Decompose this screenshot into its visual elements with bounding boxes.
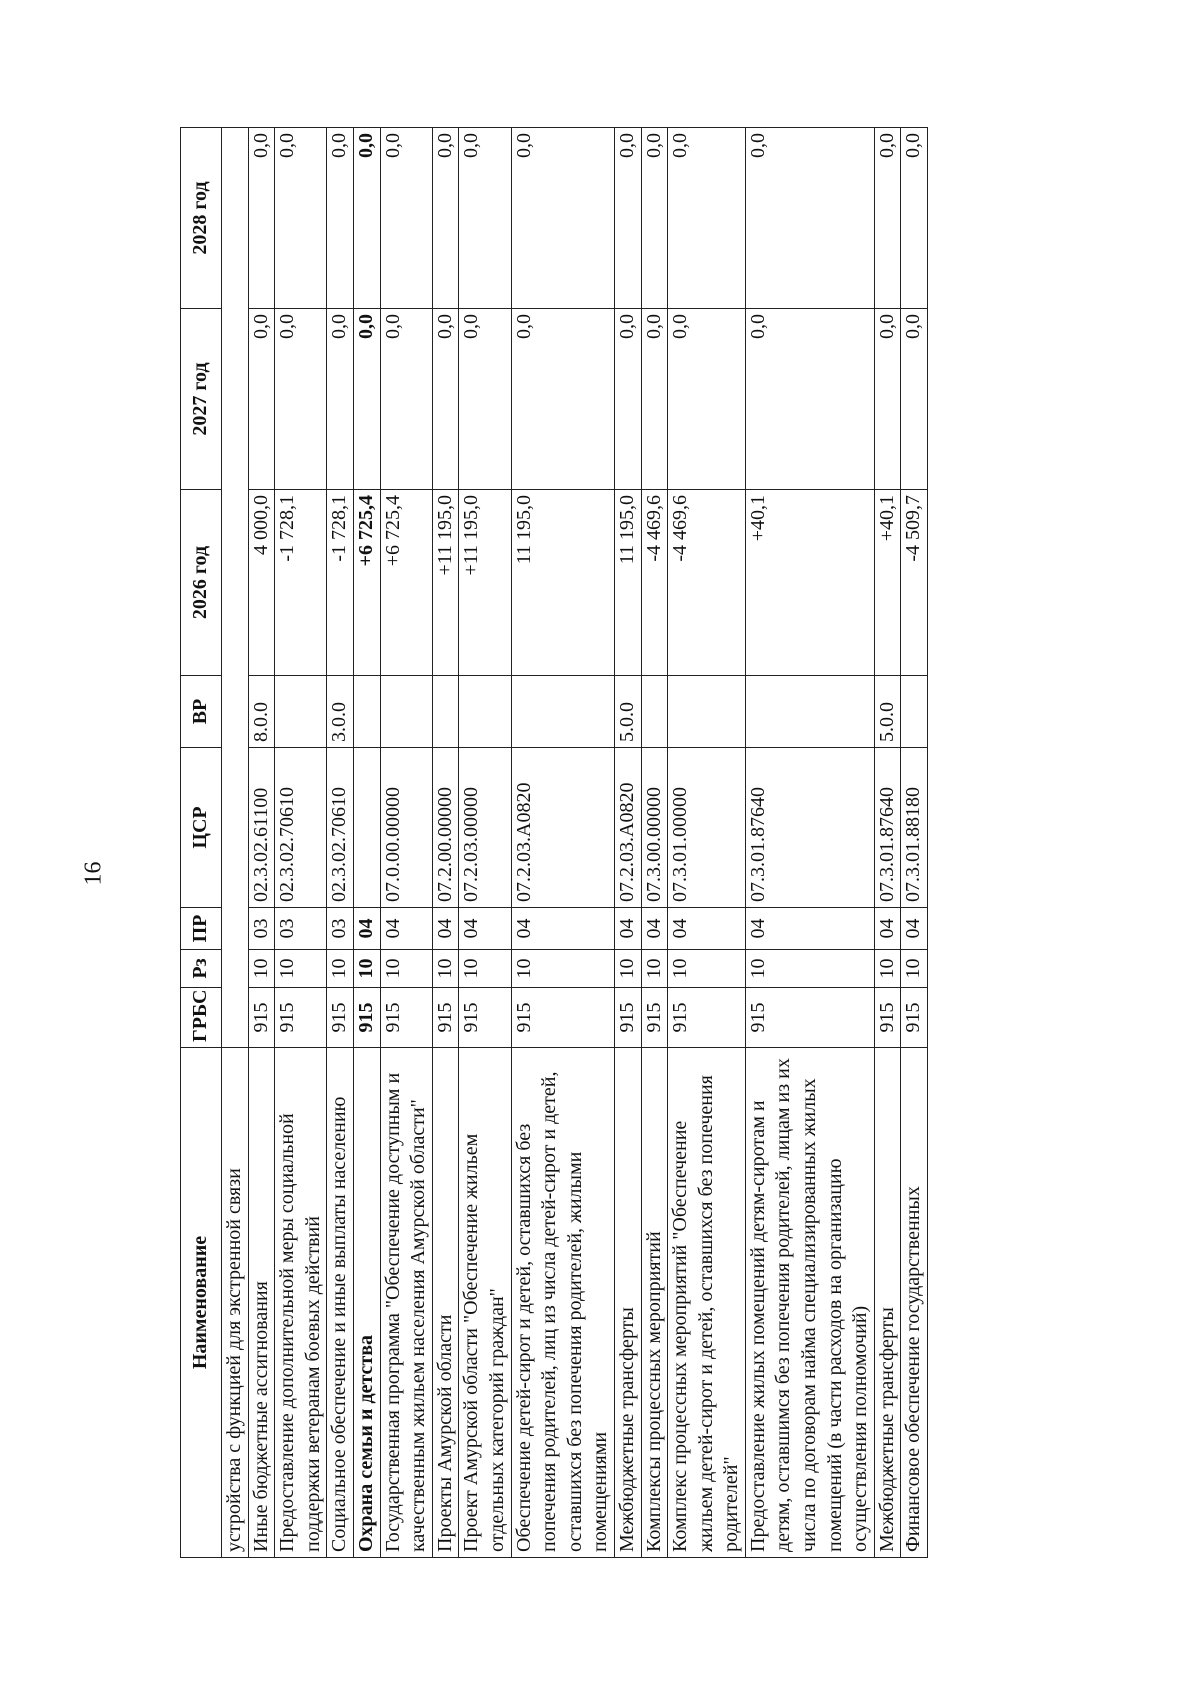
cell-csr: 07.0.00.00000 xyxy=(380,748,432,908)
cell-2028: 0,0 xyxy=(459,128,511,309)
cell-2027: 0,0 xyxy=(641,309,668,490)
cell-2028: 0,0 xyxy=(745,128,874,309)
table-row xyxy=(327,128,354,1558)
cell-grbs: 915 xyxy=(327,988,354,1048)
cell-pr: 03 xyxy=(275,908,327,950)
cell-grbs: 915 xyxy=(432,988,459,1048)
cell-2026: +6 725,4 xyxy=(380,490,432,676)
cell-rz: 10 xyxy=(327,950,354,988)
cell-2027: 0,0 xyxy=(380,309,432,490)
cell-pr: 04 xyxy=(511,908,614,950)
cell-2026: +40,1 xyxy=(745,490,874,676)
cell-rz: 10 xyxy=(432,950,459,988)
cell-2026: -4 469,6 xyxy=(668,490,746,676)
table-row xyxy=(641,128,668,1558)
cell-pr: 04 xyxy=(641,908,668,950)
header-pr: ПР xyxy=(181,908,222,950)
cell-pr: 04 xyxy=(668,908,746,950)
cell-2028: 0,0 xyxy=(248,128,275,309)
cell-vr xyxy=(745,676,874,748)
cell-2028: 0,0 xyxy=(668,128,746,309)
cell-vr xyxy=(641,676,668,748)
cell-grbs: 915 xyxy=(275,988,327,1048)
cell-vr xyxy=(459,676,511,748)
cell-name: Межбюджетные трансферты xyxy=(614,1048,641,1558)
cell-grbs: 915 xyxy=(901,988,928,1048)
cell-grbs: 915 xyxy=(668,988,746,1048)
cell-csr: 07.2.00.00000 xyxy=(432,748,459,908)
header-csr: ЦСР xyxy=(181,748,222,908)
cell-name: Охрана семьи и детства xyxy=(353,1048,380,1558)
cell-name: Государственная программа "Обеспечение доступным и качественным жильем населения Амурской области" xyxy=(380,1048,432,1558)
cell-vr xyxy=(511,676,614,748)
cell-pr: 04 xyxy=(353,908,380,950)
table-row xyxy=(511,128,614,1558)
cell-csr: 07.2.03.A0820 xyxy=(614,748,641,908)
cell-2026: 4 000,0 xyxy=(248,490,275,676)
cell-name: Межбюджетные трансферты xyxy=(874,1048,901,1558)
cell-grbs: 915 xyxy=(641,988,668,1048)
cell-rz: 10 xyxy=(641,950,668,988)
budget-table xyxy=(180,127,928,1558)
cell-rz: 10 xyxy=(614,950,641,988)
cell-2027: 0,0 xyxy=(432,309,459,490)
cell-2027: 0,0 xyxy=(668,309,746,490)
header-2026: 2026 год xyxy=(181,490,222,676)
table-row xyxy=(432,128,459,1558)
cell-csr: 02.3.02.61100 xyxy=(248,748,275,908)
cell-csr: 02.3.02.70610 xyxy=(275,748,327,908)
header-2028: 2028 год xyxy=(181,128,222,309)
cell-pr: 04 xyxy=(459,908,511,950)
table-row xyxy=(614,128,641,1558)
cell-pr: 04 xyxy=(901,908,928,950)
continuation-row xyxy=(222,128,249,1558)
cell-vr xyxy=(275,676,327,748)
cell-grbs: 915 xyxy=(511,988,614,1048)
cell-2028: 0,0 xyxy=(432,128,459,309)
cell-csr: 07.2.03.00000 xyxy=(459,748,511,908)
cell-2027: 0,0 xyxy=(353,309,380,490)
cell-csr: 07.3.01.87640 xyxy=(874,748,901,908)
cell-2027: 0,0 xyxy=(248,309,275,490)
cell-pr: 03 xyxy=(248,908,275,950)
cell-pr: 04 xyxy=(614,908,641,950)
cell-2028: 0,0 xyxy=(641,128,668,309)
cell-rz: 10 xyxy=(380,950,432,988)
table-header-row xyxy=(181,128,222,1558)
budget-table-wrapper xyxy=(180,128,1080,1558)
cell-2028: 0,0 xyxy=(380,128,432,309)
cell-vr xyxy=(380,676,432,748)
cell-rz: 10 xyxy=(668,950,746,988)
header-vr: ВР xyxy=(181,676,222,748)
cell-2028: 0,0 xyxy=(874,128,901,309)
cell-pr: 04 xyxy=(745,908,874,950)
page-number: 16 xyxy=(80,861,107,886)
cell-name: Проект Амурской области "Обеспечение жильем отдельных категорий граждан" xyxy=(459,1048,511,1558)
table-row xyxy=(459,128,511,1558)
table-row xyxy=(275,128,327,1558)
cell-name: Проекты Амурской области xyxy=(432,1048,459,1558)
cell-2026: 11 195,0 xyxy=(614,490,641,676)
cell-rz: 10 xyxy=(874,950,901,988)
cell-grbs: 915 xyxy=(459,988,511,1048)
cell-name: Предоставление дополнительной меры социальной поддержки ветеранам боевых действий xyxy=(275,1048,327,1558)
cell-2027: 0,0 xyxy=(327,309,354,490)
table-row xyxy=(248,128,275,1558)
cell-vr: 5.0.0 xyxy=(874,676,901,748)
cell-2028: 0,0 xyxy=(275,128,327,309)
cell-2026: 11 195,0 xyxy=(511,490,614,676)
cell-rz: 10 xyxy=(275,950,327,988)
cell-2027: 0,0 xyxy=(459,309,511,490)
cell-2027: 0,0 xyxy=(511,309,614,490)
cell-grbs: 915 xyxy=(380,988,432,1048)
cell-2027: 0,0 xyxy=(901,309,928,490)
cell-name: Предоставление жилых помещений детям-сиротам и детям, оставшимся без попечения родителей, лицам из их числа по договорам найма специализированных жилых помещений (в части расходов на организацию осуществления полномочий) xyxy=(745,1048,874,1558)
cell-2027: 0,0 xyxy=(275,309,327,490)
cell-vr: 3.0.0 xyxy=(327,676,354,748)
cell-csr: 07.3.01.88180 xyxy=(901,748,928,908)
cell-csr: 07.2.03.A0820 xyxy=(511,748,614,908)
cell-pr: 03 xyxy=(327,908,354,950)
cell-2027: 0,0 xyxy=(614,309,641,490)
cell-2027: 0,0 xyxy=(874,309,901,490)
cell-name: Комплекс процессных мероприятий "Обеспечение жильем детей-сирот и детей, оставшихся без попечения родителей" xyxy=(668,1048,746,1558)
cell-rz: 10 xyxy=(353,950,380,988)
table-row xyxy=(668,128,746,1558)
cell-2026: -1 728,1 xyxy=(327,490,354,676)
cell-csr: 07.3.01.00000 xyxy=(668,748,746,908)
cell-2028: 0,0 xyxy=(511,128,614,309)
cell-name: Иные бюджетные ассигнования xyxy=(248,1048,275,1558)
cell-2026: +40,1 xyxy=(874,490,901,676)
cell-grbs: 915 xyxy=(874,988,901,1048)
cell-2028: 0,0 xyxy=(614,128,641,309)
cell-rz: 10 xyxy=(511,950,614,988)
cell-2026: -1 728,1 xyxy=(275,490,327,676)
cell-rz: 10 xyxy=(901,950,928,988)
table-row xyxy=(353,128,380,1558)
cell-vr xyxy=(901,676,928,748)
cell-csr: 02.3.02.70610 xyxy=(327,748,354,908)
cell-pr: 04 xyxy=(874,908,901,950)
cell-2027: 0,0 xyxy=(745,309,874,490)
table-row xyxy=(874,128,901,1558)
cell-pr: 04 xyxy=(432,908,459,950)
header-name: Наименование xyxy=(181,1048,222,1558)
cell-2026: -4 469,6 xyxy=(641,490,668,676)
cell-grbs: 915 xyxy=(353,988,380,1048)
cell-2026: -4 509,7 xyxy=(901,490,928,676)
cell-vr: 5.0.0 xyxy=(614,676,641,748)
cell-vr: 8.0.0 xyxy=(248,676,275,748)
cell-grbs: 915 xyxy=(614,988,641,1048)
table-row xyxy=(745,128,874,1558)
cell-vr xyxy=(353,676,380,748)
cell-csr xyxy=(353,748,380,908)
header-grbs: ГРБС xyxy=(181,988,222,1048)
cell-name: Социальное обеспечение и иные выплаты населению xyxy=(327,1048,354,1558)
cell-2026: +6 725,4 xyxy=(353,490,380,676)
cell-grbs: 915 xyxy=(745,988,874,1048)
cell-grbs: 915 xyxy=(248,988,275,1048)
cell-2026: +11 195,0 xyxy=(459,490,511,676)
cell-rz: 10 xyxy=(745,950,874,988)
cell-2028: 0,0 xyxy=(901,128,928,309)
cell-csr: 07.3.00.00000 xyxy=(641,748,668,908)
cell-name: Финансовое обеспечение государственных xyxy=(901,1048,928,1558)
cell-vr xyxy=(668,676,746,748)
cell-pr: 04 xyxy=(380,908,432,950)
cell-name: Обеспечение детей-сирот и детей, оставшихся без попечения родителей, лиц из числа детей-сирот и детей, оставшихся без попечения родителей, жилыми помещениями xyxy=(511,1048,614,1558)
table-row xyxy=(380,128,432,1558)
cell-2026: +11 195,0 xyxy=(432,490,459,676)
continuation-text: устройства с функцией для экстренной связи xyxy=(222,1048,249,1558)
table-row xyxy=(901,128,928,1558)
cell-csr: 07.3.01.87640 xyxy=(745,748,874,908)
cell-2028: 0,0 xyxy=(353,128,380,309)
header-2027: 2027 год xyxy=(181,309,222,490)
cell-name: Комплексы процессных мероприятий xyxy=(641,1048,668,1558)
header-rz: Рз xyxy=(181,950,222,988)
cell-rz: 10 xyxy=(248,950,275,988)
cell-2028: 0,0 xyxy=(327,128,354,309)
cell-rz: 10 xyxy=(459,950,511,988)
cell-vr xyxy=(432,676,459,748)
